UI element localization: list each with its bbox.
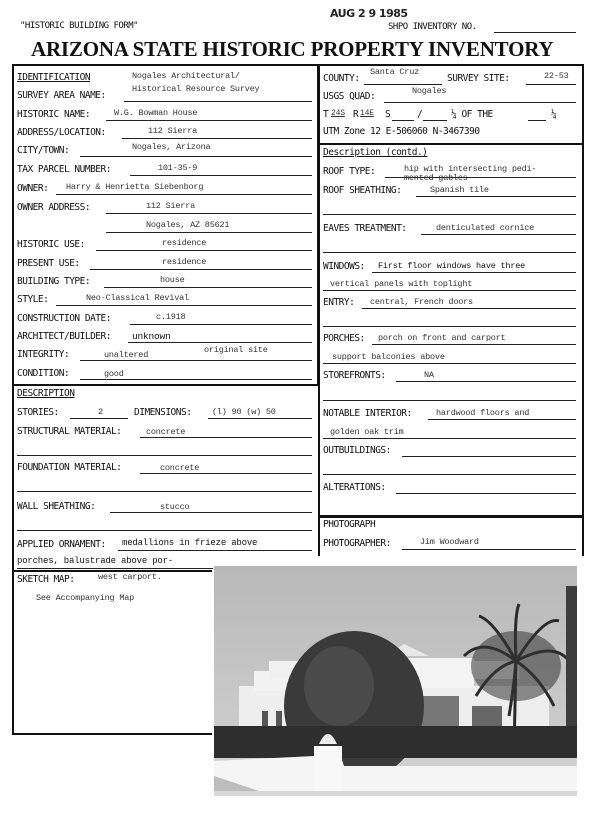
palm-fronds <box>471 631 561 701</box>
roof-sheathing-field[interactable] <box>416 196 576 197</box>
county-field[interactable] <box>364 84 442 85</box>
eaves-field-2[interactable] <box>323 252 576 253</box>
owner-label: OWNER: <box>17 183 49 194</box>
sketch-map-note: west carport. <box>98 572 162 582</box>
survey-area-line1: Nogales Architectural/ <box>132 71 240 81</box>
structural-field-2[interactable] <box>17 455 312 456</box>
owner-address-line1: 112 Sierra <box>146 201 196 211</box>
roof-sheathing-value: Spanish tile <box>430 185 489 195</box>
sidewalk <box>214 791 577 796</box>
ornament-field[interactable] <box>118 550 312 551</box>
windows-label: WINDOWS: <box>323 261 365 272</box>
ornament-line1: medallions in frieze above <box>122 538 258 548</box>
integrity-value: unaltered <box>104 350 149 360</box>
interior-field[interactable] <box>428 419 576 420</box>
s-field[interactable] <box>392 120 414 121</box>
integrity-note: original site <box>204 345 268 355</box>
porches-label: PORCHES: <box>323 333 365 344</box>
historic-use-value: residence <box>162 238 207 248</box>
present-use-value: residence <box>162 257 207 267</box>
owner-address-label: OWNER ADDRESS: <box>17 202 91 213</box>
roof-sheathing-field-2[interactable] <box>323 214 576 215</box>
historic-name-label: HISTORIC NAME: <box>17 109 91 120</box>
foundation-label: FOUNDATION MATERIAL: <box>17 462 122 473</box>
windows-field-2[interactable] <box>323 290 576 291</box>
wall-sheathing-field[interactable] <box>110 512 312 513</box>
structural-label: STRUCTURAL MATERIAL: <box>17 426 122 437</box>
porches-field[interactable] <box>372 344 576 345</box>
present-use-label: PRESENT USE: <box>17 258 80 269</box>
structural-value: concrete <box>146 427 186 437</box>
windows-field[interactable] <box>372 272 576 273</box>
architect-label: ARCHITECT/BUILDER: <box>17 331 111 342</box>
quarter-of-the-label: ¼ OF THE <box>451 109 493 120</box>
storefronts-field-2[interactable] <box>323 400 576 401</box>
integrity-label: INTEGRITY: <box>17 349 70 360</box>
form-name: "HISTORIC BUILDING FORM" <box>20 21 139 31</box>
architect-field[interactable] <box>128 342 312 343</box>
style-field[interactable] <box>56 305 312 306</box>
city-label: CITY/TOWN: <box>17 145 70 156</box>
historic-use-label: HISTORIC USE: <box>17 239 85 250</box>
sketch-map-text: See Accompanying Map <box>36 593 135 603</box>
historic-name-field[interactable] <box>106 120 312 121</box>
s-label: S <box>385 109 391 120</box>
interior-line1: hardwood floors and <box>436 408 530 418</box>
ornament-field-2[interactable] <box>17 568 213 569</box>
t-value[interactable]: 24S <box>331 109 345 118</box>
slash-label: / <box>417 109 423 120</box>
architect-value: unknown <box>132 331 171 342</box>
city-field[interactable] <box>80 156 312 157</box>
tax-parcel-label: TAX PARCEL NUMBER: <box>17 164 111 175</box>
sketch-map-label: SKETCH MAP: <box>17 574 75 585</box>
owner-value: Harry & Henrietta Siebenborg <box>66 182 204 192</box>
storefronts-field[interactable] <box>396 381 576 382</box>
present-use-field[interactable] <box>90 269 312 270</box>
roof-type-line1: hip with intersecting pedi- <box>404 164 537 174</box>
county-label: COUNTY: <box>323 73 360 84</box>
survey-site-value: 22-53 <box>544 71 569 81</box>
quarter-field-2[interactable] <box>528 120 546 121</box>
eaves-label: EAVES TREATMENT: <box>323 223 407 234</box>
outbuildings-field[interactable] <box>402 456 576 457</box>
eaves-value: denticulated cornice <box>436 223 535 233</box>
alterations-label: ALTERATIONS: <box>323 482 386 493</box>
left-border <box>12 384 14 734</box>
style-label: STYLE: <box>17 294 49 305</box>
dimensions-field[interactable] <box>208 418 312 419</box>
windows-line2: vertical panels with toplight <box>330 279 473 289</box>
building-type-value: house <box>160 275 185 285</box>
condition-label: CONDITION: <box>17 368 70 379</box>
hedge <box>214 726 577 758</box>
wall-sheathing-field-2[interactable] <box>17 530 312 531</box>
building-type-label: BUILDING TYPE: <box>17 276 91 287</box>
owner-field[interactable] <box>56 194 312 195</box>
storefronts-value: NA <box>424 370 434 380</box>
windows-line1: First floor windows have three <box>378 261 526 271</box>
building-type-field[interactable] <box>104 287 312 288</box>
roof-sheathing-label: ROOF SHEATHING: <box>323 185 402 196</box>
historic-name-value: W.G. Bowman House <box>114 108 198 118</box>
entry-label: ENTRY: <box>323 297 355 308</box>
shpo-inventory-field[interactable] <box>494 32 576 33</box>
owner-address-line2: Nogales, AZ 85621 <box>146 220 230 230</box>
usgs-quad-value: Nogales <box>412 86 447 96</box>
shpo-inventory-label: SHPO INVENTORY NO. <box>388 22 477 32</box>
construction-date-label: CONSTRUCTION DATE: <box>17 313 111 324</box>
entry-field[interactable] <box>362 308 576 309</box>
city-value: Nogales, Arizona <box>132 142 211 152</box>
ornament-label: APPLIED ORNAMENT: <box>17 539 106 550</box>
photographer-field[interactable] <box>402 549 576 550</box>
roof-type-line2: mented gables <box>404 173 468 183</box>
porches-line2: support balconies above <box>332 352 445 362</box>
description-heading: DESCRIPTION <box>17 388 75 399</box>
description-contd-heading: Description (contd.) <box>323 147 428 158</box>
quarter-label: ¼ <box>551 109 557 120</box>
t-label: T <box>323 109 329 120</box>
dimensions-label: DIMENSIONS: <box>134 407 192 418</box>
alterations-field[interactable] <box>396 493 576 494</box>
stories-value: 2 <box>98 407 103 417</box>
address-field[interactable] <box>122 138 312 139</box>
wall-sheathing-value: stucco <box>160 502 190 512</box>
interior-field-2[interactable] <box>323 438 576 439</box>
quarter-field-1[interactable] <box>423 120 447 121</box>
usgs-quad-label: USGS QUAD: <box>323 91 376 102</box>
ornament-line2: porches, balustrade above por- <box>17 556 174 566</box>
property-photograph <box>214 566 577 796</box>
entry-field-2[interactable] <box>323 326 576 327</box>
r-value[interactable]: 14E <box>360 109 374 118</box>
survey-site-label: SURVEY SITE: <box>447 73 510 84</box>
roof-type-label: ROOF TYPE: <box>323 166 376 177</box>
photograph-heading: PHOTOGRAPH <box>323 519 376 530</box>
township-range-row <box>323 108 578 122</box>
date-stamp: AUG 2 9 1985 <box>330 7 408 20</box>
tax-parcel-value: 101-35-9 <box>158 163 198 173</box>
identification-heading: IDENTIFICATION <box>17 72 91 83</box>
dimensions-value: (l) 90 (w) 50 <box>212 407 276 417</box>
wall-pillar <box>314 746 342 796</box>
porches-line1: porch on front and carport <box>378 333 506 343</box>
outbuildings-field-2[interactable] <box>323 474 576 475</box>
eaves-field[interactable] <box>421 234 576 235</box>
foundation-value: concrete <box>160 463 200 473</box>
survey-site-field[interactable] <box>526 84 576 85</box>
construction-date-field[interactable] <box>130 324 312 325</box>
r-label: R <box>353 109 359 120</box>
porches-field-2[interactable] <box>323 363 576 364</box>
historic-use-field[interactable] <box>96 250 312 251</box>
photographer-label: PHOTOGRAPHER: <box>323 538 391 549</box>
county-value: Santa Cruz <box>370 67 420 77</box>
outbuildings-label: OUTBUILDINGS: <box>323 445 391 456</box>
wall-sheathing-label: WALL SHEATHING: <box>17 501 96 512</box>
description-contd-box <box>318 143 584 517</box>
utm-value: UTM Zone 12 E-506060 N-3467390 <box>323 126 480 137</box>
address-label: ADDRESS/LOCATION: <box>17 127 106 138</box>
form-title: ARIZONA STATE HISTORIC PROPERTY INVENTORY <box>31 37 554 61</box>
style-value: Neo-Classical Revival <box>86 293 189 303</box>
address-value: 112 Sierra <box>148 126 198 136</box>
construction-date-value: c.1918 <box>156 312 186 322</box>
owner-address-field-2[interactable] <box>106 232 312 233</box>
condition-value: good <box>104 369 124 379</box>
entry-value: central, French doors <box>370 297 473 307</box>
foundation-field-2[interactable] <box>17 491 312 492</box>
survey-area-field[interactable] <box>124 101 312 102</box>
stories-field[interactable] <box>70 418 128 419</box>
interior-label: NOTABLE INTERIOR: <box>323 408 412 419</box>
stories-label: STORIES: <box>17 407 59 418</box>
photographer-value: Jim Woodward <box>420 537 479 547</box>
round-tree-highlight <box>304 646 374 726</box>
survey-area-line2: Historical Resource Survey <box>132 84 260 94</box>
owner-address-field[interactable] <box>106 213 312 214</box>
photo-illustration <box>214 566 577 796</box>
interior-line2: golden oak trim <box>330 427 404 437</box>
sketch-map-bottom <box>12 733 212 735</box>
storefronts-label: STOREFRONTS: <box>323 370 386 381</box>
survey-area-label: SURVEY AREA NAME: <box>17 90 106 101</box>
usgs-quad-field[interactable] <box>384 102 576 103</box>
tax-parcel-field[interactable] <box>130 175 312 176</box>
